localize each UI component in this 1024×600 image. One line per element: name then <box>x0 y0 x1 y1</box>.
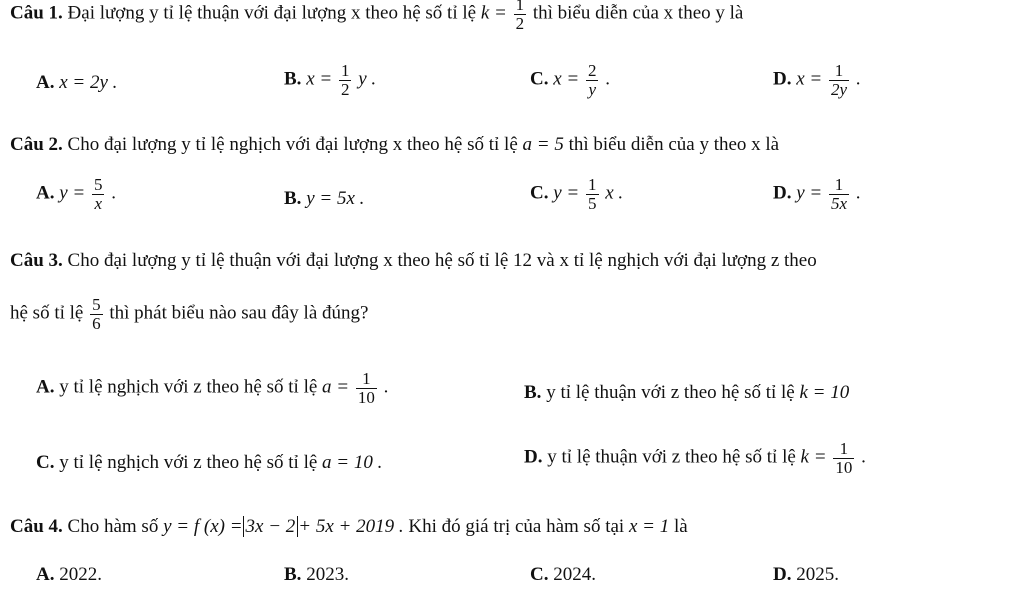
question-4-text-b: Khi đó giá trị của hàm số tại <box>408 516 625 537</box>
fraction-num: 5 <box>92 295 101 314</box>
question-4-func-lhs: y = f (x) = <box>163 516 243 537</box>
option-fraction <box>829 62 849 99</box>
option-letter: C. <box>36 452 55 473</box>
question-4-text-c: là <box>673 516 688 537</box>
question-3-option-d[interactable] <box>524 440 866 477</box>
option-letter: B. <box>524 382 542 403</box>
option-letter: D. <box>773 564 792 585</box>
option-text: y tỉ lệ nghịch với z theo hệ số tỉ lệ <box>59 376 318 398</box>
option-tail: . <box>383 376 389 398</box>
option-fraction <box>833 440 854 477</box>
question-3-option-b[interactable] <box>524 382 849 404</box>
question-1-k-fraction <box>514 0 527 33</box>
option-text: y tỉ lệ thuận với z theo hệ số tỉ lệ <box>547 446 796 468</box>
fraction-num: 5 <box>94 175 103 194</box>
question-4-stem <box>10 516 688 538</box>
question-1-text-a: Đại lượng y tỉ lệ thuận với đại lượng x theo hệ số tỉ lệ <box>67 2 477 24</box>
question-4-label: Câu 4. <box>10 516 63 537</box>
fraction-num: 1 <box>839 439 849 458</box>
question-1-k-den: 2 <box>515 13 525 33</box>
option-fraction <box>356 370 377 407</box>
option-lhs: a = <box>322 376 350 398</box>
option-fraction <box>92 176 105 213</box>
fraction-num: 2 <box>588 61 597 80</box>
option-expr: k = 10 <box>799 382 850 403</box>
option-letter: B. <box>284 564 302 585</box>
option-value: 2025. <box>796 564 839 585</box>
fraction-num: 1 <box>362 369 371 388</box>
option-tail: x . <box>605 182 624 204</box>
option-letter: C. <box>530 564 549 585</box>
option-fraction <box>586 176 599 213</box>
fraction-den: 10 <box>357 387 375 407</box>
option-value: 2022. <box>59 564 102 585</box>
option-lhs: y = <box>553 182 580 204</box>
fraction-den: x <box>94 193 103 213</box>
question-2-option-a[interactable] <box>36 176 116 213</box>
question-1-label: Câu 1. <box>10 2 63 24</box>
fraction-den: 5x <box>831 193 848 213</box>
option-expr: y = 5x . <box>306 188 365 209</box>
option-letter: D. <box>524 446 543 468</box>
option-lhs: x = <box>553 68 580 90</box>
option-tail: . <box>855 68 861 90</box>
option-value: 2023. <box>306 564 349 585</box>
option-lhs: x = <box>796 68 823 90</box>
question-1-option-d[interactable] <box>773 62 861 99</box>
fraction-den: y <box>588 79 597 99</box>
question-2-stem <box>10 134 779 156</box>
option-tail: . <box>855 182 861 204</box>
option-tail: . <box>111 182 116 204</box>
question-1-option-b[interactable] <box>284 62 376 99</box>
question-2-label: Câu 2. <box>10 134 63 155</box>
question-2-option-c[interactable] <box>530 176 623 213</box>
question-3-text-b: hệ số tỉ lệ <box>10 302 84 324</box>
fraction-den: 2 <box>340 79 350 99</box>
fraction-den: 2y <box>831 79 848 99</box>
option-letter: B. <box>284 188 302 209</box>
option-tail: y . <box>358 68 377 90</box>
option-lhs: x = <box>306 68 333 90</box>
question-1-k-lhs: k = <box>480 2 507 24</box>
question-2-text-b: thì biểu diễn của y theo x là <box>568 134 780 155</box>
fraction-den: 10 <box>835 457 853 477</box>
question-4-option-d[interactable] <box>773 564 839 586</box>
question-3-option-a[interactable] <box>36 370 388 407</box>
option-letter: B. <box>284 68 302 90</box>
fraction-num: 1 <box>834 175 844 194</box>
question-2-option-b[interactable] <box>284 188 364 210</box>
question-1-option-a[interactable] <box>36 72 117 94</box>
option-letter: A. <box>36 72 55 93</box>
question-4-abs: 3x − 2 <box>243 516 299 537</box>
question-4-option-a[interactable] <box>36 564 102 586</box>
question-3-stem-line-2 <box>10 296 368 333</box>
question-3-text-a: Cho đại lượng y tỉ lệ thuận với đại lượng x theo hệ số tỉ lệ 12 và x tỉ lệ nghịch với đại lượng z theo <box>67 250 817 271</box>
option-tail: . <box>861 446 866 468</box>
option-letter: C. <box>530 68 549 90</box>
fraction-num: 1 <box>340 61 350 80</box>
question-1-text-b: thì biểu diễn của x theo y là <box>532 2 744 24</box>
fraction-den: 5 <box>588 193 597 213</box>
question-2-option-d[interactable] <box>773 176 861 213</box>
question-4-func-rhs: + 5x + 2019 . <box>298 516 404 537</box>
option-lhs: k = <box>800 446 827 468</box>
question-1-k-num: 1 <box>515 0 525 14</box>
option-fraction <box>339 62 352 99</box>
question-3-option-c[interactable] <box>36 452 382 474</box>
question-1-stem <box>10 0 743 33</box>
fraction-num: 1 <box>588 175 597 194</box>
option-text: y tỉ lệ nghịch với z theo hệ số tỉ lệ <box>59 452 318 473</box>
option-letter: C. <box>530 182 549 204</box>
option-fraction <box>586 62 599 99</box>
option-letter: D. <box>773 182 792 204</box>
option-fraction <box>829 176 849 213</box>
question-4-x-val: x = 1 <box>628 516 670 537</box>
question-4-text-a: Cho hàm số <box>67 516 159 537</box>
option-letter: A. <box>36 376 55 398</box>
fraction-num: 1 <box>834 61 844 80</box>
option-expr: a = 10 . <box>322 452 383 473</box>
option-expr: x = 2y . <box>59 72 118 93</box>
option-tail: . <box>605 68 610 90</box>
option-letter: A. <box>36 182 55 204</box>
question-2-coef: a = 5 <box>522 134 564 155</box>
question-3-label: Câu 3. <box>10 250 63 271</box>
option-letter: A. <box>36 564 55 585</box>
option-lhs: y = <box>796 182 823 204</box>
option-value: 2024. <box>553 564 596 585</box>
question-3-text-c: thì phát biểu nào sau đây là đúng? <box>109 302 369 324</box>
question-4-option-b[interactable] <box>284 564 349 586</box>
question-4-option-c[interactable] <box>530 564 596 586</box>
question-1-option-c[interactable] <box>530 62 610 99</box>
question-3-fraction <box>90 296 103 333</box>
question-2-text-a: Cho đại lượng y tỉ lệ nghịch với đại lượng x theo hệ số tỉ lệ <box>67 134 518 155</box>
question-3-stem-line-1 <box>10 250 817 272</box>
option-text: y tỉ lệ thuận với z theo hệ số tỉ lệ <box>546 382 795 403</box>
fraction-den: 6 <box>92 313 101 333</box>
option-letter: D. <box>773 68 792 90</box>
option-lhs: y = <box>59 182 86 204</box>
